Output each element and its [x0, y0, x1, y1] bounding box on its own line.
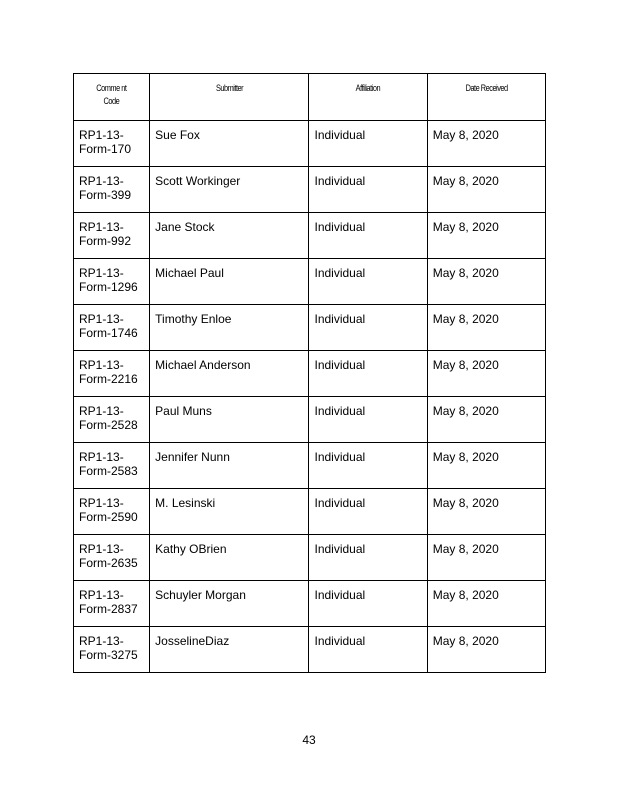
- cell-date-received: May 8, 2020: [427, 167, 545, 213]
- header-affiliation: Affiliation: [309, 74, 427, 121]
- cell-comment-code: RP1-13- Form-170: [74, 121, 150, 167]
- cell-comment-code: RP1-13- Form-2583: [74, 443, 150, 489]
- table-body: [74, 121, 546, 673]
- cell-comment-code: RP1-13- Form-399: [74, 167, 150, 213]
- table-row: [74, 351, 546, 397]
- cell-comment-code: RP1-13- Form-1296: [74, 259, 150, 305]
- cell-comment-code: RP1-13- Form-992: [74, 213, 150, 259]
- cell-affiliation: Individual: [309, 305, 427, 351]
- cell-date-received: May 8, 2020: [427, 397, 545, 443]
- cell-affiliation: Individual: [309, 167, 427, 213]
- cell-comment-code: RP1-13- Form-2635: [74, 535, 150, 581]
- cell-affiliation: Individual: [309, 351, 427, 397]
- cell-comment-code: RP1-13- Form-2837: [74, 581, 150, 627]
- cell-affiliation: Individual: [309, 627, 427, 673]
- cell-affiliation: Individual: [309, 489, 427, 535]
- table-row: [74, 489, 546, 535]
- header-comment-code: Comme nt Code: [74, 74, 150, 121]
- table-row: [74, 259, 546, 305]
- cell-submitter: Jane Stock: [150, 213, 309, 259]
- cell-affiliation: Individual: [309, 397, 427, 443]
- table-row: [74, 627, 546, 673]
- cell-affiliation: Individual: [309, 535, 427, 581]
- table-row: [74, 397, 546, 443]
- page-number: 43: [302, 733, 316, 747]
- cell-comment-code: RP1-13- Form-1746: [74, 305, 150, 351]
- table-row: [74, 121, 546, 167]
- cell-date-received: May 8, 2020: [427, 443, 545, 489]
- cell-submitter: Kathy OBrien: [150, 535, 309, 581]
- header-row: [74, 74, 546, 121]
- cell-comment-code: RP1-13- Form-2528: [74, 397, 150, 443]
- table-row: [74, 581, 546, 627]
- header-date-received: Date Received: [427, 74, 545, 121]
- cell-date-received: May 8, 2020: [427, 305, 545, 351]
- cell-submitter: Paul Muns: [150, 397, 309, 443]
- table-row: [74, 535, 546, 581]
- cell-affiliation: Individual: [309, 581, 427, 627]
- table-row: [74, 213, 546, 259]
- cell-date-received: May 8, 2020: [427, 351, 545, 397]
- cell-date-received: May 8, 2020: [427, 535, 545, 581]
- cell-comment-code: RP1-13- Form-2590: [74, 489, 150, 535]
- cell-date-received: May 8, 2020: [427, 581, 545, 627]
- cell-affiliation: Individual: [309, 213, 427, 259]
- cell-submitter: JosselineDiaz: [150, 627, 309, 673]
- cell-comment-code: RP1-13- Form-3275: [74, 627, 150, 673]
- cell-date-received: May 8, 2020: [427, 213, 545, 259]
- cell-comment-code: RP1-13- Form-2216: [74, 351, 150, 397]
- cell-submitter: Scott Workinger: [150, 167, 309, 213]
- table-row: [74, 305, 546, 351]
- cell-submitter: Jennifer Nunn: [150, 443, 309, 489]
- cell-submitter: Timothy Enloe: [150, 305, 309, 351]
- cell-affiliation: Individual: [309, 259, 427, 305]
- cell-submitter: M. Lesinski: [150, 489, 309, 535]
- cell-date-received: May 8, 2020: [427, 259, 545, 305]
- table-row: [74, 443, 546, 489]
- cell-date-received: May 8, 2020: [427, 121, 545, 167]
- table-header: [74, 74, 546, 121]
- cell-submitter: Sue Fox: [150, 121, 309, 167]
- cell-submitter: Schuyler Morgan: [150, 581, 309, 627]
- cell-affiliation: Individual: [309, 121, 427, 167]
- comments-table: [73, 73, 546, 673]
- table-row: [74, 167, 546, 213]
- cell-submitter: Michael Paul: [150, 259, 309, 305]
- cell-date-received: May 8, 2020: [427, 489, 545, 535]
- header-submitter: Submitter: [150, 74, 309, 121]
- cell-date-received: May 8, 2020: [427, 627, 545, 673]
- cell-affiliation: Individual: [309, 443, 427, 489]
- cell-submitter: Michael Anderson: [150, 351, 309, 397]
